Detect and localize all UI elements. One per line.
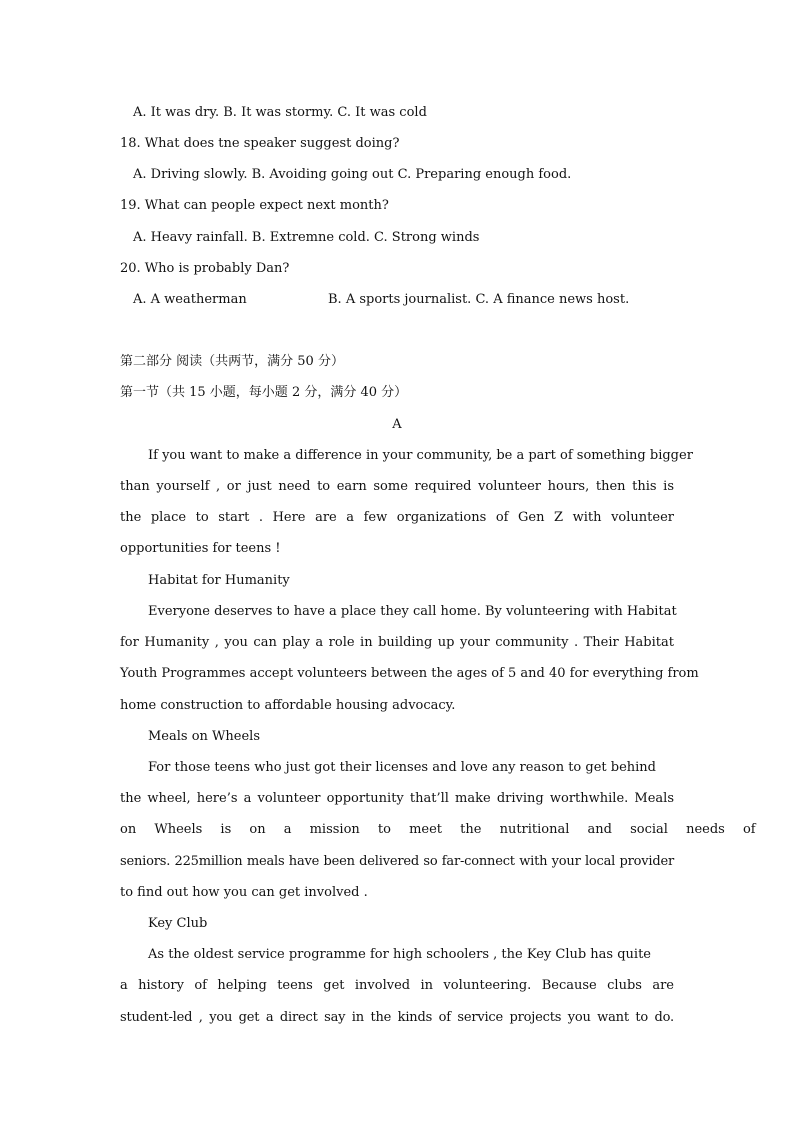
q19-options: A. Heavy rainfall. B. Extremne cold. C. Strong winds bbox=[133, 230, 480, 245]
key-line-1: As the oldest service programme for high schoolers , the Key Club has quite bbox=[148, 947, 651, 962]
meals-line-1: For those teens who just got their licenses and love any reason to get behind bbox=[148, 760, 656, 775]
habitat-line-4: home construction to affordable housing advocacy. bbox=[120, 698, 456, 713]
key-club-title: Key Club bbox=[148, 916, 208, 931]
intro-line-2: than yourself , or just need to earn some required volunteer hours, then this is bbox=[120, 479, 674, 494]
intro-line-3: the place to start . Here are a few organizations of Gen Z with volunteer bbox=[120, 510, 674, 525]
meals-line-3: on Wheels is on a mission to meet the nutritional and social needs of bbox=[120, 822, 756, 837]
meals-line-4: seniors. 225million meals have been delivered so far-connect with your local provider bbox=[120, 854, 674, 869]
q20-option-a: A. A weatherman bbox=[133, 292, 247, 307]
meals-line-5: to find out how you can get involved . bbox=[120, 885, 368, 900]
habitat-line-1: Everyone deserves to have a place they call home. By volunteering with Habitat bbox=[148, 604, 677, 619]
intro-line-1: If you want to make a difference in your community, be a part of something bigger bbox=[148, 448, 693, 463]
section1-heading: 第一节（共 15 小题，每小题 2 分，满分 40 分） bbox=[120, 385, 408, 400]
key-line-3: student-led , you get a direct say in the kinds of service projects you want to do. bbox=[120, 1010, 674, 1025]
key-line-2: a history of helping teens get involved in volunteering. Because clubs are bbox=[120, 978, 674, 993]
q18-question: 18. What does tne speaker suggest doing? bbox=[120, 136, 400, 151]
meals-line-2: the wheel, here’s a volunteer opportunity that’ll make driving worthwhile. Meals bbox=[120, 791, 674, 806]
passage-label: A bbox=[392, 417, 402, 432]
q19-question: 19. What can people expect next month? bbox=[120, 198, 389, 213]
intro-line-4: opportunities for teens ! bbox=[120, 541, 281, 556]
q18-options: A. Driving slowly. B. Avoiding going out C. Preparing enough food. bbox=[133, 167, 572, 182]
part2-heading: 第二部分 阅读（共两节，满分 50 分） bbox=[120, 354, 344, 369]
q20-question: 20. Who is probably Dan? bbox=[120, 261, 290, 276]
habitat-line-3: Youth Programmes accept volunteers between the ages of 5 and 40 for everything from bbox=[120, 666, 699, 681]
q20-options bbox=[133, 292, 687, 308]
meals-title: Meals on Wheels bbox=[148, 729, 260, 744]
habitat-line-2: for Humanity , you can play a role in building up your community . Their Habitat bbox=[120, 635, 674, 650]
q20-option-bc: B. A sports journalist. C. A finance news host. bbox=[328, 292, 630, 307]
q17-options: A. It was dry. B. It was stormy. C. It was cold bbox=[133, 105, 427, 120]
habitat-title: Habitat for Humanity bbox=[148, 573, 290, 588]
